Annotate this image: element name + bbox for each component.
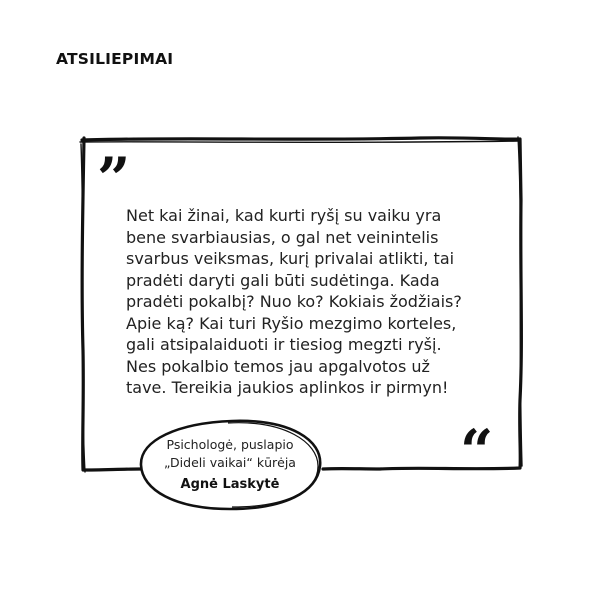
close-quote-icon: “ bbox=[460, 417, 494, 485]
testimonial-text: Net kai žinai, kad kurti ryšį su vaiku yra bene svarbiausias, o gal net veinintelis svarbus veiksmas, kurį privalai atlikti, tai pradėti daryti gali būti sudėtinga. Kada pradėti pokalbį? Nuo ko? Kokiais žodžiais? Apie ką? Kai turi Ryšio mezgimo korteles, gali atsipalaiduoti ir tiesiog megzti ryšį. Nes pokalbio temos jau apgalvotos už tave. Tereikia jaukios aplinkos ir pirmyn! bbox=[126, 206, 462, 397]
author-bubble bbox=[141, 420, 319, 510]
author-name: Agnė Laskytė bbox=[180, 476, 280, 492]
author-role: Psichologė, puslapio „Dideli vaikai“ kūrėja bbox=[164, 436, 296, 470]
open-quote-icon: ” bbox=[97, 145, 131, 213]
section-heading: ATSILIEPIMAI bbox=[56, 50, 174, 68]
